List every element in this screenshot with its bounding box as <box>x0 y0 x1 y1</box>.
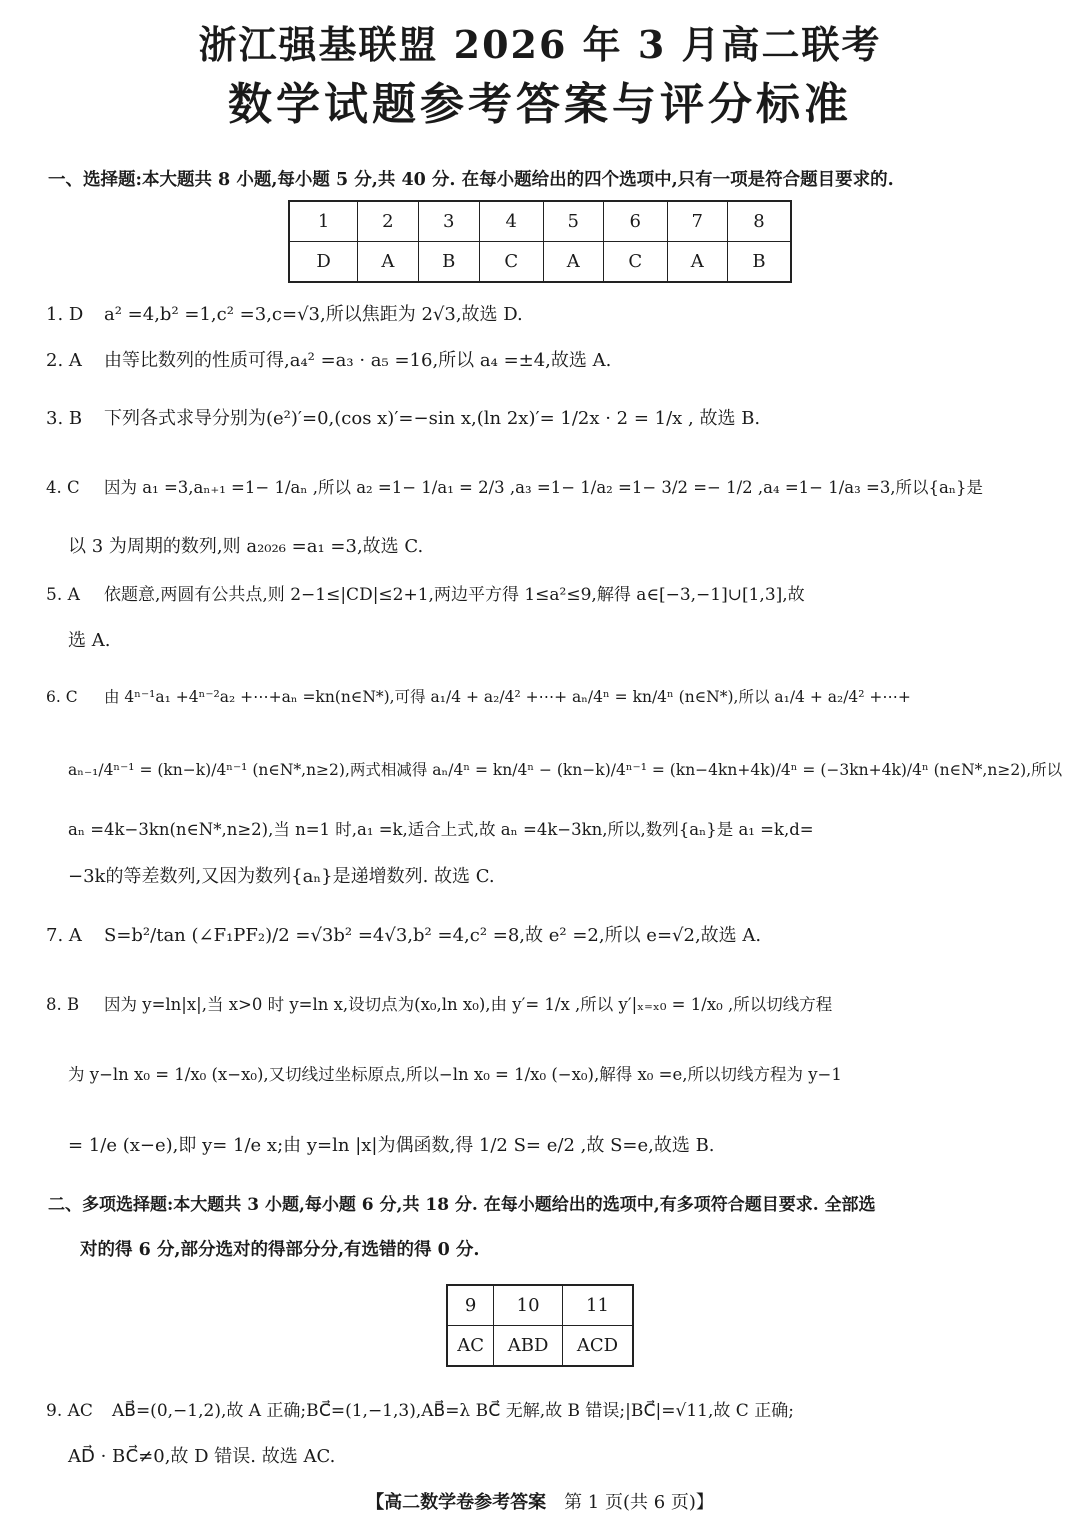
section-2-heading: 二、多项选择题:本大题共 3 小题,每小题 6 分,共 18 分. 在每小题给出的选项中,有多项符合题目要求. 全部选 <box>48 1195 876 1215</box>
solution-number: 3. B <box>46 408 83 429</box>
solution-number: 9. AC <box>46 1401 93 1421</box>
solution-6 <box>46 685 911 707</box>
solution-6-continued-2: aₙ =4k−3kn(n∈N*,n≥2),当 n=1 时,a₁ =k,适合上式,故 aₙ =4k−3kn,所以,数列{aₙ}是 a₁ =k,d= <box>68 820 814 839</box>
solution-text: S=b²/tan (∠F₁PF₂)/2 =√3b² =4√3,b² =4,c² =8,故 e² =2,所以 e=√2,故选 A. <box>104 925 762 946</box>
table-cell: A <box>667 242 727 283</box>
solution-9 <box>46 1396 794 1421</box>
title-line-2: 数学试题参考答案与评分标准 <box>228 79 852 130</box>
solution-5 <box>46 580 805 605</box>
solution-text: 因为 y=ln|x|,当 x>0 时 y=ln x,设切点为(x₀,ln x₀),由 y′= 1/x ,所以 y′|ₓ₌ₓ₀ = 1/x₀ ,所以切线方程 <box>104 995 833 1014</box>
solution-4-continued: 以 3 为周期的数列,则 a₂₀₂₆ =a₁ =3,故选 C. <box>68 536 424 557</box>
table-cell: 9 <box>447 1285 494 1326</box>
solution-4 <box>46 474 983 498</box>
section-1-heading: 一、选择题:本大题共 8 小题,每小题 5 分,共 40 分. 在每小题给出的四个选项中,只有一项是符合题目要求的. <box>48 170 894 190</box>
table-cell: AC <box>447 1326 494 1367</box>
title-line-1: 浙江强基联盟 2026 年 3 月高二联考 <box>198 22 882 67</box>
solution-text: 下列各式求导分别为(e²)′=0,(cos x)′=−sin x,(ln 2x)′= 1/2x · 2 = 1/x , 故选 B. <box>104 408 761 429</box>
table-cell: 1 <box>289 201 358 242</box>
table-cell: 8 <box>727 201 791 242</box>
solution-text: a² =4,b² =1,c² =3,c=√3,所以焦距为 2√3,故选 D. <box>104 304 523 325</box>
solution-8 <box>46 991 832 1015</box>
table-cell: ACD <box>562 1326 633 1367</box>
solution-number: 8. B <box>46 995 80 1014</box>
page-footer <box>0 1488 1080 1514</box>
table-cell: 2 <box>358 201 418 242</box>
solution-text: AB⃗=(0,−1,2),故 A 正确;BC⃗=(1,−1,3),AB⃗=λ BC⃗ 无解,故 B 错误;|BC⃗|=√11,故 C 正确; <box>112 1401 794 1421</box>
table-cell: C <box>479 242 543 283</box>
solution-2 <box>46 346 611 372</box>
solution-5-continued: 选 A. <box>68 630 111 651</box>
answer-table-2 <box>446 1284 634 1367</box>
table-cell: 4 <box>479 201 543 242</box>
solution-number: 4. C <box>46 478 80 497</box>
solution-8-continued-1: 为 y−ln x₀ = 1/x₀ (x−x₀),又切线过坐标原点,所以−ln x₀ = 1/x₀ (−x₀),解得 x₀ =e,所以切线方程为 y−1 <box>68 1065 842 1084</box>
table-cell: ABD <box>494 1326 563 1367</box>
solution-9-continued: AD⃗ · BC⃗≠0,故 D 错误. 故选 AC. <box>68 1446 336 1467</box>
table-cell: A <box>543 242 603 283</box>
table-cell: A <box>358 242 418 283</box>
solution-number: 5. A <box>46 585 80 605</box>
solution-3 <box>46 404 760 430</box>
solution-number: 2. A <box>46 350 82 371</box>
solution-number: 6. C <box>46 688 78 706</box>
footer-label: 【高二数学卷参考答案 <box>366 1492 547 1513</box>
section-2-heading-continued: 对的得 6 分,部分选对的得部分分,有选错的得 0 分. <box>80 1240 480 1260</box>
solution-text: 因为 a₁ =3,aₙ₊₁ =1− 1/aₙ ,所以 a₂ =1− 1/a₁ = 2/3 ,a₃ =1− 1/a₂ =1− 3/2 =− 1/2 ,a₄ =1− 1/a₃ =3,所以{aₙ}是 <box>104 478 984 497</box>
table-cell: D <box>289 242 358 283</box>
table-cell: 11 <box>562 1285 633 1326</box>
table-cell: C <box>603 242 667 283</box>
solution-text: 由等比数列的性质可得,a₄² =a₃ · a₅ =16,所以 a₄ =±4,故选 A. <box>104 350 612 371</box>
table-cell: 6 <box>603 201 667 242</box>
table-cell: B <box>727 242 791 283</box>
table-cell: B <box>418 242 479 283</box>
solution-8-continued-2: = 1/e (x−e),即 y= 1/e x;由 y=ln |x|为偶函数,得 1/2 S= e/2 ,故 S=e,故选 B. <box>68 1135 715 1156</box>
answer-table-1 <box>288 200 792 283</box>
solution-number: 7. A <box>46 925 82 946</box>
solution-text: 依题意,两圆有公共点,则 2−1≤|CD|≤2+1,两边平方得 1≤a²≤9,解得 a∈[−3,−1]∪[1,3],故 <box>104 585 805 605</box>
table-cell: 7 <box>667 201 727 242</box>
solution-6-continued-1: aₙ₋₁/4ⁿ⁻¹ = (kn−k)/4ⁿ⁻¹ (n∈N*,n≥2),两式相减得 aₙ/4ⁿ = kn/4ⁿ − (kn−k)/4ⁿ⁻¹ = (kn−4kn+4k)/4ⁿ = (−3kn+4k)/4ⁿ (n∈N*,n≥2),所以 <box>68 761 1063 779</box>
table-cell: 5 <box>543 201 603 242</box>
solution-7 <box>46 921 761 947</box>
table-cell: 10 <box>494 1285 563 1326</box>
footer-page-number: 第 1 页(共 6 页)】 <box>564 1492 714 1513</box>
solution-1 <box>46 300 523 326</box>
solution-text: 由 4ⁿ⁻¹a₁ +4ⁿ⁻²a₂ +⋯+aₙ =kn(n∈N*),可得 a₁/4 + a₂/4² +⋯+ aₙ/4ⁿ = kn/4ⁿ (n∈N*),所以 a₁/4 + a₂/4² +⋯+ <box>104 688 911 706</box>
solution-number: 1. D <box>46 304 84 325</box>
table-cell: 3 <box>418 201 479 242</box>
solution-6-continued-3: −3k的等差数列,又因为数列{aₙ}是递增数列. 故选 C. <box>68 866 495 887</box>
